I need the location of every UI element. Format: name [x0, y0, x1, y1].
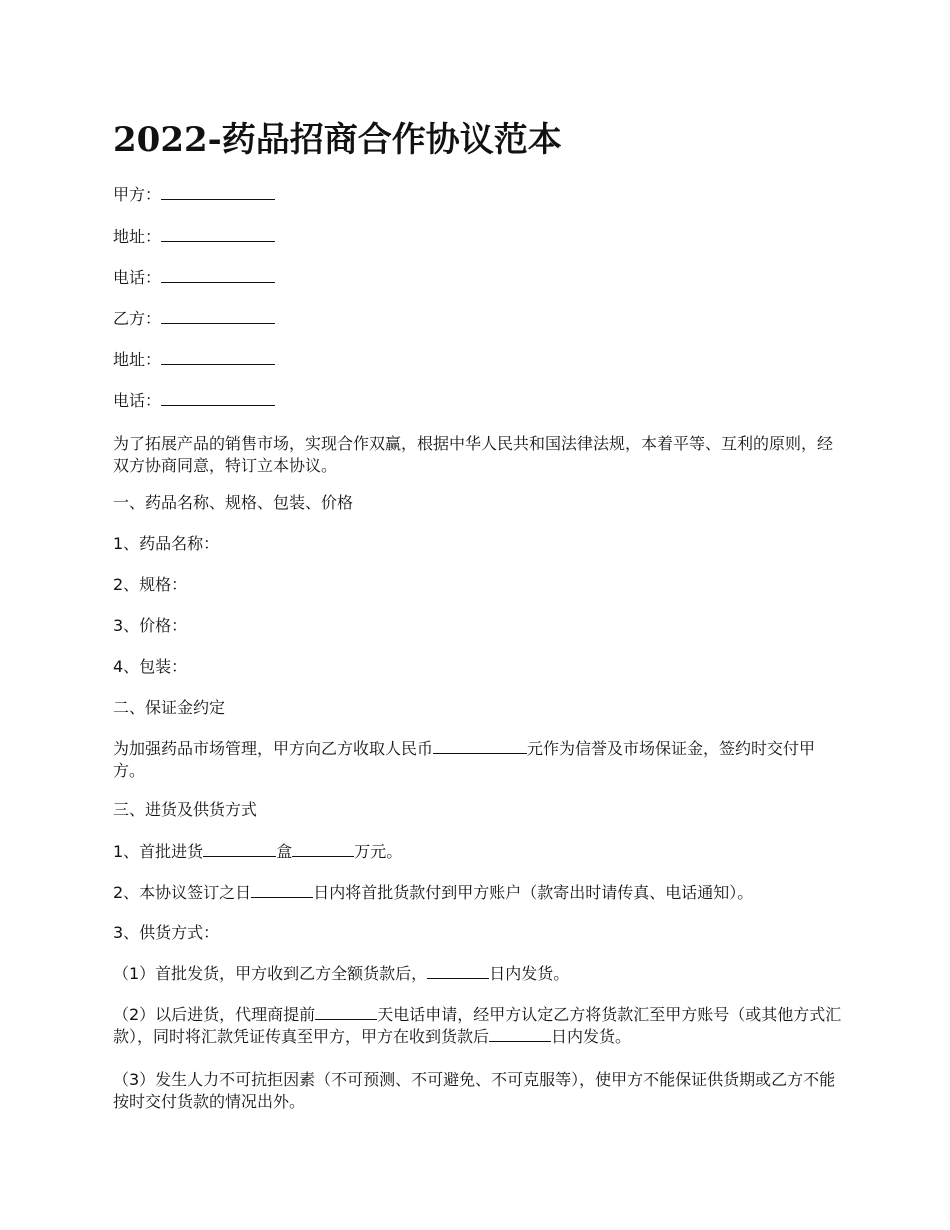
item2-text-b: 日内将首批货款付到甲方账户（款寄出时请传真、电话通知）。 [313, 883, 754, 902]
sub2-text-a: （2）以后进货，代理商提前 [113, 1005, 316, 1024]
section1-item-package: 4、包装： [113, 657, 188, 676]
section2-text-after: 元作为信誉及市场保证金，签约时交付甲方。 [113, 739, 816, 780]
advance-days-blank [315, 1004, 377, 1020]
section1-item-spec: 2、规格： [113, 575, 188, 594]
section1-heading: 一、药品名称、规格、包装、价格 [113, 493, 354, 512]
party-b-line [113, 308, 275, 330]
address-a-line [113, 226, 275, 248]
supply-sub3: （3）发生人力不可抗拒因素（不可预测、不可避免、不可克服等），使甲方不能保证供货期或乙方不能按时交付货款的情况出外。 [113, 1070, 836, 1111]
address-a-blank [161, 226, 275, 242]
address-b-line [113, 349, 275, 371]
delivery-days-blank [427, 963, 489, 979]
section3-item1 [113, 841, 402, 863]
party-b-blank [161, 308, 275, 324]
phone-b-blank [161, 390, 275, 406]
phone-b-label: 电话： [113, 391, 162, 410]
item1-text-b: 盒 [276, 842, 293, 861]
document-title: 2022-药品招商合作协议范本 [113, 120, 562, 160]
party-a-line [113, 184, 275, 206]
section3-heading: 三、进货及供货方式 [113, 800, 258, 819]
address-b-blank [161, 349, 275, 365]
amount-blank [292, 841, 354, 857]
phone-b-line [113, 390, 275, 412]
party-b-label: 乙方： [113, 309, 162, 328]
payment-days-blank [251, 882, 313, 898]
boxes-blank [203, 841, 276, 857]
supply-sub2 [113, 1004, 843, 1048]
section2-paragraph [113, 738, 843, 782]
section1-item-price: 3、价格： [113, 616, 188, 635]
sub1-text-b: 日内发货。 [489, 964, 570, 983]
section1-item-name: 1、药品名称： [113, 534, 220, 553]
section2-text-before: 为加强药品市场管理，甲方向乙方收取人民币 [113, 739, 434, 758]
item2-text-a: 2、本协议签订之日 [113, 883, 252, 902]
address-b-label: 地址： [113, 350, 162, 369]
sub2-text-b: 天电话申请，经甲方认定乙方将货款汇至甲方账号（或其他方式汇款），同时将汇款凭证传真至甲方，甲方在收到货款后 [113, 1005, 842, 1046]
section3-item3: 3、供货方式： [113, 923, 220, 942]
deposit-amount-blank [433, 738, 527, 754]
intro-paragraph: 为了拓展产品的销售市场，实现合作双赢，根据中华人民共和国法律法规，本着平等、互利的原则，经双方协商同意，特订立本协议。 [113, 434, 834, 475]
section3-item2 [113, 882, 753, 904]
supply-sub1 [113, 963, 569, 985]
ship-days-blank [489, 1026, 551, 1042]
sub2-text-c: 日内发货。 [551, 1027, 632, 1046]
item1-text-a: 1、首批进货 [113, 842, 204, 861]
party-a-label: 甲方： [113, 185, 162, 204]
phone-a-blank [161, 267, 275, 283]
address-a-label: 地址： [113, 227, 162, 246]
item1-text-c: 万元。 [354, 842, 403, 861]
phone-a-label: 电话： [113, 268, 162, 287]
phone-a-line [113, 267, 275, 289]
party-a-blank [161, 184, 275, 200]
sub1-text-a: （1）首批发货，甲方收到乙方全额货款后， [113, 964, 428, 983]
section2-heading: 二、保证金约定 [113, 698, 226, 717]
